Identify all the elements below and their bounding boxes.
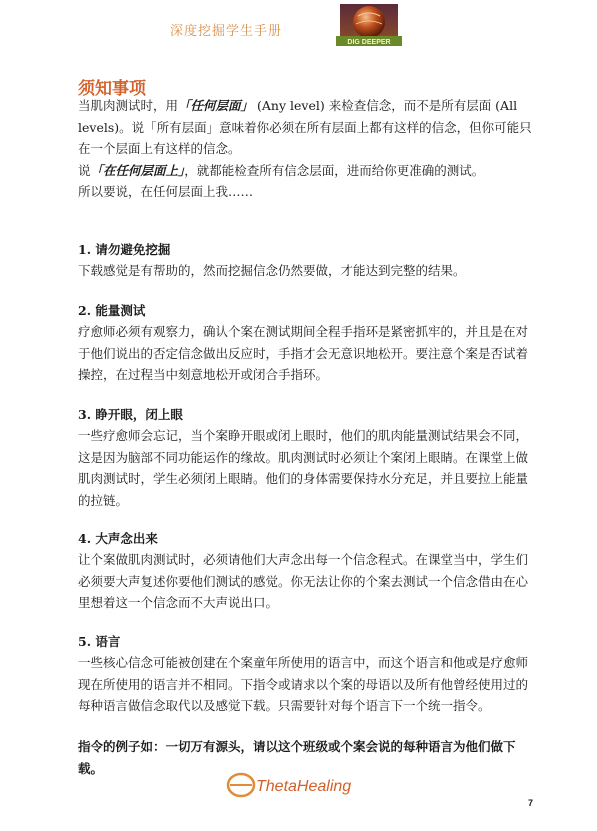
intro-block	[78, 95, 540, 203]
intro-paragraph-2: 说「在任何层面上」，就都能检查所有信念层面，进而给你更准确的测试。	[78, 162, 485, 178]
item-title-3: 3. 睁开眼，闭上眼	[78, 407, 183, 422]
item-text-5: 一些核心信念可能被创建在个案童年所使用的语言中，而这个语言和他或是疗愈师现在所使用的语言并不相同。下指令或请求以个案的母语以及所有他曾经使用过的每种语言做信念取代以及感觉下载。只需要针对每个语言下一个统一指令。	[78, 655, 529, 713]
dig-deeper-logo	[332, 2, 406, 48]
example-instruction: 指令的例子如：一切万有源头，请以这个班级或个案会说的每种语言为他们做下载。	[78, 739, 516, 776]
intro-paragraph-3: 所以要说，在任何层面上我……	[78, 184, 254, 199]
logo-text: DIG DEEPER	[347, 39, 391, 46]
section-heading: 须知事项	[78, 79, 146, 99]
item-title-5: 5. 语言	[78, 634, 121, 649]
header-title: 深度挖掘学生手册	[170, 24, 283, 39]
intro-paragraph-1: 当肌肉测试时，用「任何层面」 (Any level) 来检查信念，而不是所有层面 (All levels)。说「所有层面」意味着你必须在所有层面上都有这样的信念，但你可能只在一个层面上有这样的信念。	[78, 98, 532, 156]
item-title-2: 2. 能量测试	[78, 303, 146, 318]
page-number: 7	[528, 798, 534, 808]
thetahealing-logo	[224, 770, 384, 800]
item-title-4: 4. 大声念出来	[78, 531, 158, 546]
footer-logo-text: ThetaHealing	[256, 778, 352, 795]
item-text-1: 下载感觉是有帮助的，然而挖掘信念仍然要做，才能达到完整的结果。	[78, 263, 466, 278]
item-text-3: 一些疗愈师会忘记，当个案睁开眼或闭上眼时，他们的肌肉能量测试结果会不同，这是因为脑部不同功能运作的缘故。肌肉测试时必须让个案闭上眼睛。在课堂上做肌肉测试时，学生必须闭上眼睛。他们的身体需要保持水分充足，并且要拉上能量的拉链。	[78, 428, 529, 508]
item-text-4: 让个案做肌肉测试时，必须请他们大声念出每一个信念程式。在课堂当中，学生们必须要大声复述你要他们测试的感觉。你无法让你的个案去测试一个信念借由在心里想着这一个信念而不大声说出口。	[78, 552, 529, 610]
item-title-1: 1. 请勿避免挖掘	[78, 242, 171, 257]
item-text-2: 疗愈师必须有观察力，确认个案在测试期间全程手指环是紧密抓牢的，并且是在对于他们说出的否定信念做出反应时，手指才会无意识地松开。要注意个案是否试着操控，在过程当中刻意地松开或闭合手指环。	[78, 324, 529, 382]
